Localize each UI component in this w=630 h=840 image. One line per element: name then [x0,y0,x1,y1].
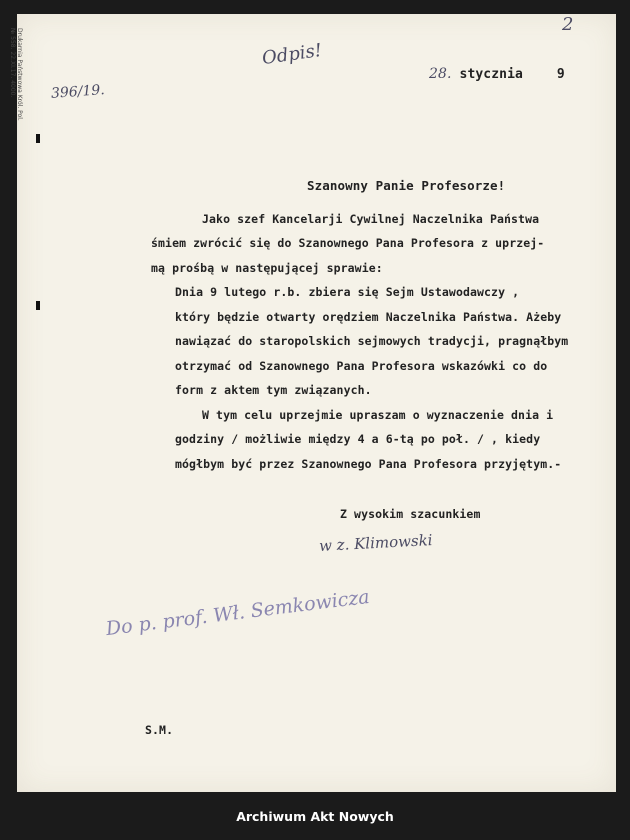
letter-line: godziny / możliwie między 4 a 6-tą po poł. / , kiedy [175,432,541,446]
document-page [9,14,616,792]
letter-line: śmiem zwrócić się do Szanownego Pana Profesora z uprzej- [151,236,545,250]
date-day: 28. [429,66,452,82]
addressee-note: Do p. prof. Wł. Semkowicza [104,585,371,641]
page-number: 2 [562,14,574,35]
date-year: 9 [556,67,565,82]
letter-line: nawiązać do staropolskich sejmowych tradycji, pragnąłbym [175,334,569,348]
binding-mark [36,134,40,143]
salutation: Szanowny Panie Profesorze! [307,178,506,193]
copy-stamp: Odpis! [260,39,324,70]
letter-line: W tym celu uprzejmie upraszam o wyznaczenie dnia i [202,408,554,422]
letter-line: mą prośbą w następującej sprawie: [151,261,383,275]
letter-line: Dnia 9 lutego r.b. zbiera się Sejm Ustawodawczy , [175,285,520,299]
letter-line: który będzie otwarty orędziem Naczelnika Państwa. Ażeby [175,310,562,324]
reference-number: 396/19. [50,82,106,102]
printer-imprint-line1: Drukarnia Państwowa Król. Pol. [16,28,23,121]
letter-date [429,66,565,82]
closing: Z wysokim szacunkiem [340,507,481,521]
letter-line: Jako szef Kancelarji Cywilnej Naczelnika Państwa [202,212,540,226]
archive-footer [0,792,630,840]
binding-mark [36,301,40,310]
archive-label: Archiwum Akt Nowych [236,808,394,824]
date-month: stycznia [459,67,523,82]
letter-line: mógłbym być przez Szanownego Pana Profesora przyjętym.- [175,457,562,471]
signature: w z. Klimowski [318,531,433,555]
letter-line: otrzymać od Szanownego Pana Profesora wskazówki co do [175,359,548,373]
printer-imprint [9,28,23,121]
printer-imprint-line2: № 558. 22.XI.17. 4000. [9,28,16,98]
letter-line: form z aktem tym związanych. [175,383,372,397]
initials: S.M. [145,723,174,737]
